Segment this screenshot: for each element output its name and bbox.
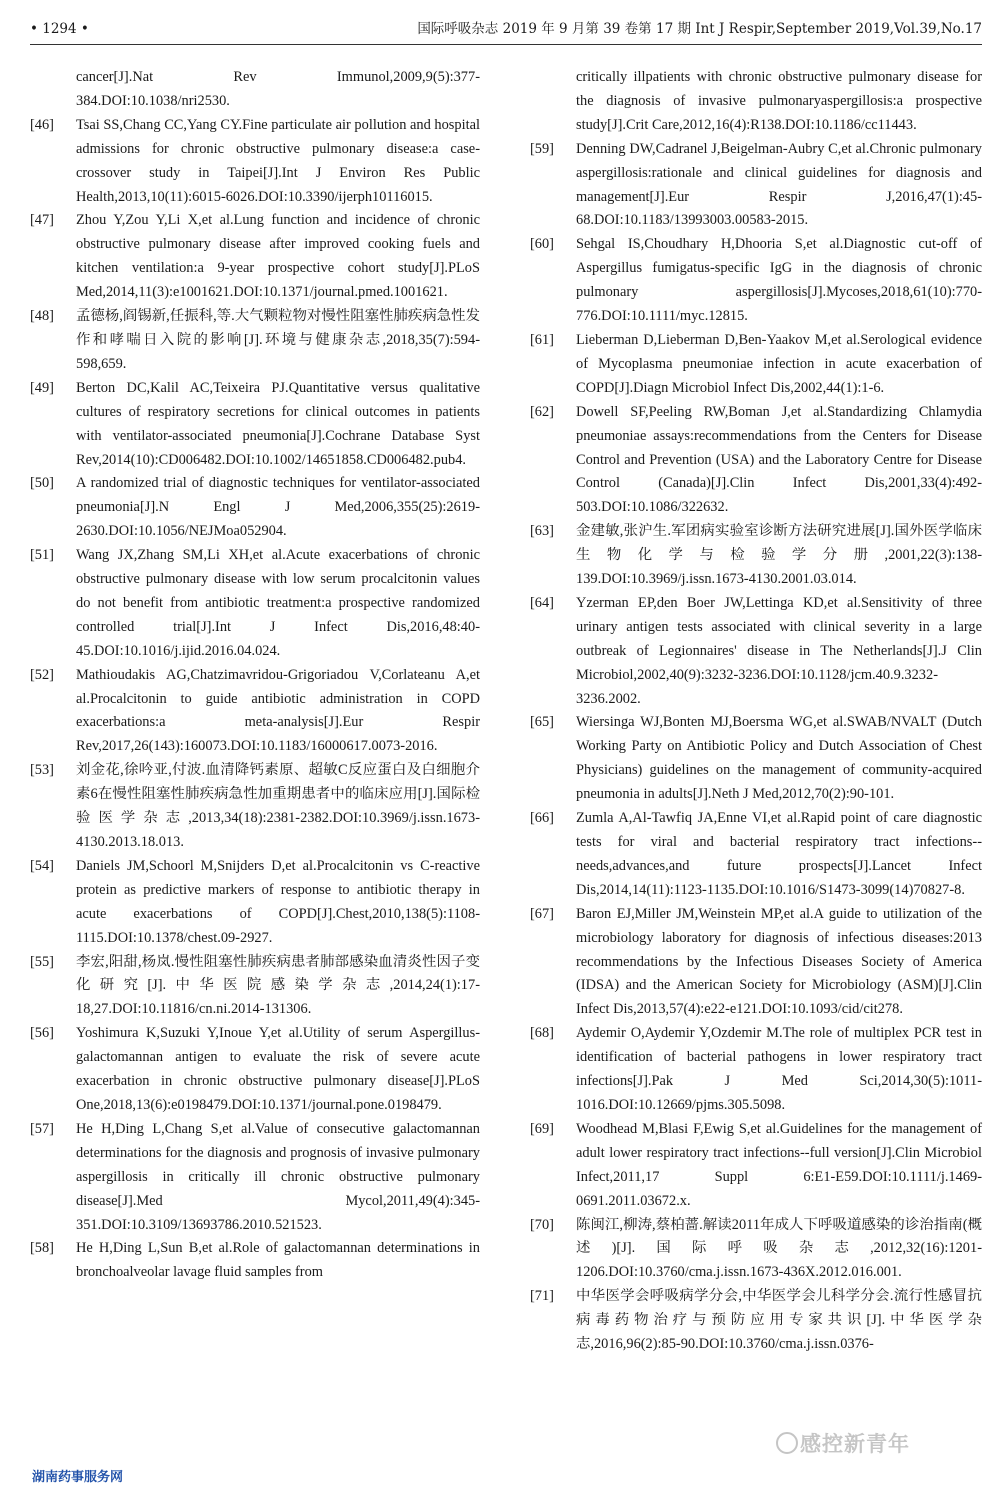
- reference-item: [530, 520, 982, 592]
- reference-number: [59]: [530, 140, 554, 157]
- reference-text: Wiersinga WJ,Bonten MJ,Boersma WG,et al.SWAB/NVALT (Dutch Working Party on Antibiotic Policy and Dutch Association of Chest Physicians) guidelines on the management of community-acquired pneumonia in adults[J].Neth J Med,2012,70(2):90-101.: [576, 714, 982, 803]
- reference-number: [49]: [30, 379, 54, 396]
- journal-header: 国际呼吸杂志 2019 年 9 月第 39 卷第 17 期 Int J Respir,September 2019,Vol.39,No.17: [417, 21, 982, 37]
- watermark: 感控新青年: [800, 1432, 910, 1456]
- page-number: • 1294 •: [30, 21, 89, 37]
- reference-text: 李宏,阳甜,杨岚.慢性阻塞性肺疾病患者肺部感染血清炎性因子变化研究[J].中华医院感染学杂志,2014,24(1):17-18,27.DOI:10.11816/cn.ni.2014-131306.: [76, 953, 480, 1018]
- reference-number: [48]: [30, 308, 54, 325]
- reference-text: Sehgal IS,Choudhary H,Dhooria S,et al.Diagnostic cut-off of Aspergillus fumigatus-specific IgG in the diagnosis of chronic pulmonary aspergillosis[J].Mycoses,2018,61(10):770-776.DOI:10.1111/myc.12815.: [576, 236, 982, 325]
- reference-number: [50]: [30, 475, 54, 492]
- reference-text: Daniels JM,Schoorl M,Snijders D,et al.Procalcitonin vs C-reactive protein as predictive markers of response to antibiotic therapy in acute exacerbations of COPD[J].Chest,2010,138(5):1108-1115.DOI:10.1378/chest.09-2927.: [76, 857, 480, 946]
- reference-item: [530, 66, 982, 138]
- reference-text: Lieberman D,Lieberman D,Ben-Yaakov M,et al.Serological evidence of Mycoplasma pneumoniae infection in acute exacerbation of COPD[J].Diagn Microbiol Infect Dis,2002,44(1):1-6.: [576, 331, 982, 396]
- reference-text: Dowell SF,Peeling RW,Boman J,et al.Standardizing Chlamydia pneumoniae assays:recommendations from the Centers for Disease Control and Prevention (USA) and the Laboratory Centre for Disease Control (Canada)[J].Clin Infect Dis,2001,33(4):492-503.DOI:10.1086/322632.: [576, 403, 982, 516]
- reference-number: [54]: [30, 857, 54, 874]
- reference-text: 中华医学会呼吸病学分会,中华医学会儿科学分会.流行性感冒抗病毒药物治疗与预防应用专家共识[J].中华医学杂志,2016,96(2):85-90.DOI:10.3760/cma.j.issn.0376-: [576, 1288, 982, 1353]
- reference-text: A randomized trial of diagnostic techniques for ventilator-associated pneumonia[J].N Engl J Med,2006,355(25):2619-2630.DOI:10.1056/NEJMoa052904.: [76, 475, 480, 540]
- reference-text: Baron EJ,Miller JM,Weinstein MP,et al.A guide to utilization of the microbiology laboratory for diagnosis of infectious diseases:2013 recommendations by the Infectious Diseases Society of America (IDSA) and the American Society for Microbiology (ASM)[J].Clin Infect Dis,2013,57(4):e22-e121.DOI:10.1093/cid/cit278.: [576, 905, 982, 1018]
- reference-number: [63]: [530, 523, 554, 540]
- reference-number: [52]: [30, 666, 54, 683]
- reference-number: [62]: [530, 403, 554, 420]
- reference-column-right: [530, 66, 982, 1357]
- reference-text: Woodhead M,Blasi F,Ewig S,et al.Guidelines for the management of adult lower respiratory tract infections--full version[J].Clin Microbiol Infect,2011,17 Suppl 6:E1-E59.DOI:10.1111/j.1469-0691.2011.03672.x.: [576, 1120, 982, 1209]
- reference-number: [70]: [530, 1216, 554, 1233]
- running-header: [30, 20, 982, 42]
- reference-item: [30, 472, 480, 544]
- reference-text: Yzerman EP,den Boer JW,Lettinga KD,et al.Sensitivity of three urinary antigen tests associated with clinical severity in a large outbreak of Legionnaires' disease in The Netherlands[J].J Clin Microbiol,2002,40(9):3232-3236.DOI:10.1128/jcm.40.9.3232-3236.2002.: [576, 594, 982, 707]
- reference-item: [30, 951, 480, 1023]
- reference-number: [55]: [30, 953, 54, 970]
- reference-number: [71]: [530, 1288, 554, 1305]
- reference-item: [30, 114, 480, 210]
- reference-item: [30, 1118, 480, 1238]
- reference-text: He H,Ding L,Chang S,et al.Value of consecutive galactomannan determinations for the diagnosis and prognosis of invasive pulmonary aspergillosis in critically ill chronic obstructive pulmonary disease[J].Med Mycol,2011,49(4):345-351.DOI:10.3109/13693786.2010.521523.: [76, 1120, 480, 1233]
- reference-item: [30, 544, 480, 664]
- reference-text: cancer[J].Nat Rev Immunol,2009,9(5):377-384.DOI:10.1038/nri2530.: [76, 69, 480, 109]
- reference-text: Mathioudakis AG,Chatzimavridou-Grigoriadou V,Corlateanu A,et al.Procalcitonin to guide antibiotic administration in COPD exacerbations:a meta-analysis[J].Eur Respir Rev,2017,26(143):160073.DOI:10.1183/16000617.0073-2016.: [76, 666, 480, 755]
- reference-item: [530, 807, 982, 903]
- reference-item: [30, 1237, 480, 1285]
- reference-item: [530, 1118, 982, 1214]
- reference-item: [30, 209, 480, 305]
- reference-item: [530, 711, 982, 807]
- reference-item: [30, 664, 480, 760]
- reference-number: [64]: [530, 594, 554, 611]
- reference-text: 陈闽江,柳涛,蔡柏蔷.解读2011年成人下呼吸道感染的诊治指南(概述)[J].国际呼吸杂志,2012,32(16):1201-1206.DOI:10.3760/cma.j.issn.1673-436X.2012.016.001.: [576, 1216, 982, 1281]
- reference-item: [530, 138, 982, 234]
- reference-text: Zumla A,Al-Tawfiq JA,Enne VI,et al.Rapid point of care diagnostic tests for viral and bacterial respiratory tract infections--needs,advances,and future prospects[J].Lancet Infect Dis,2014,14(11):1123-1135.DOI:10.1016/S1473-3099(14)70827-8.: [576, 810, 982, 898]
- reference-text: Aydemir O,Aydemir Y,Ozdemir M.The role of multiplex PCR test in identification of bacterial pathogens in lower respiratory tract infections[J].Pak J Med Sci,2014,30(5):1011-1016.DOI:10.12669/pjms.305.5098.: [576, 1025, 982, 1113]
- reference-number: [51]: [30, 547, 54, 564]
- reference-text: 金建敏,张沪生.军团病实验室诊断方法研究进展[J].国外医学临床生物化学与检验学分册,2001,22(3):138-139.DOI:10.3969/j.issn.1673-4130.2001.03.014.: [576, 523, 982, 588]
- reference-item: [30, 759, 480, 855]
- reference-number: [53]: [30, 762, 54, 779]
- reference-number: [68]: [530, 1025, 554, 1042]
- reference-item: [30, 66, 480, 114]
- reference-item: [530, 903, 982, 1023]
- reference-text: critically illpatients with chronic obstructive pulmonary disease for the diagnosis of invasive pulmonaryaspergillosis:a prospective study[J].Crit Care,2012,16(4):R138.DOI:10.1186/cc11443.: [576, 69, 982, 133]
- reference-item: [30, 377, 480, 473]
- reference-text: Zhou Y,Zou Y,Li X,et al.Lung function and incidence of chronic obstructive pulmonary disease after improved cooking fuels and kitchen ventilation:a 9-year prospective cohort study[J].PLoS Med,2014,11(3):e1001621.DOI:10.1371/journal.pmed.1001621.: [76, 212, 480, 301]
- reference-number: [60]: [530, 236, 554, 253]
- reference-item: [30, 305, 480, 377]
- reference-number: [61]: [530, 331, 554, 348]
- reference-number: [57]: [30, 1120, 54, 1137]
- reference-item: [530, 1022, 982, 1118]
- reference-text: 刘金花,徐吟亚,付波.血清降钙素原、超敏C反应蛋白及白细胞介素6在慢性阻塞性肺疾病急性加重期患者中的临床应用[J].国际检验医学杂志,2013,34(18):2381-2382.DOI:10.3969/j.issn.1673-4130.2013.18.013.: [76, 762, 480, 850]
- reference-number: [69]: [530, 1120, 554, 1137]
- reference-text: Yoshimura K,Suzuki Y,Inoue Y,et al.Utility of serum Aspergillus-galactomannan antigen to evaluate the risk of severe acute exacerbation in chronic obstructive pulmonary disease[J].PLoS One,2018,13(6):e0198479.DOI:10.1371/journal.pone.0198479.: [76, 1025, 480, 1113]
- reference-number: [56]: [30, 1025, 54, 1042]
- reference-number: [66]: [530, 810, 554, 827]
- reference-number: [65]: [530, 714, 554, 731]
- reference-number: [58]: [30, 1240, 54, 1257]
- reference-number: [67]: [530, 905, 554, 922]
- reference-text: He H,Ding L,Sun B,et al.Role of galactomannan determinations in bronchoalveolar lavage fluid samples from: [76, 1240, 480, 1281]
- reference-text: 孟德杨,阎锡新,任振科,等.大气颗粒物对慢性阻塞性肺疾病急性发作和哮喘日入院的影响[J].环境与健康杂志,2018,35(7):594-598,659.: [76, 308, 480, 372]
- watermark-logo-icon: [776, 1432, 798, 1454]
- header-rule: [30, 44, 982, 45]
- footer-logo: 湖南药事服务网: [32, 1470, 124, 1485]
- reference-text: Tsai SS,Chang CC,Yang CY.Fine particulate air pollution and hospital admissions for chronic obstructive pulmonary disease:a case-crossover study in Taipei[J].Int J Environ Res Public Health,2013,10(11):6015-6026.DOI:10.3390/ijerph10116015.: [76, 116, 480, 205]
- reference-text: Denning DW,Cadranel J,Beigelman-Aubry C,et al.Chronic pulmonary aspergillosis:rationale and clinical guidelines for diagnosis and management[J].Eur Respir J,2016,47(1):45-68.DOI:10.1183/13993003.00583-2015.: [576, 140, 982, 229]
- reference-item: [30, 1022, 480, 1118]
- reference-text: Wang JX,Zhang SM,Li XH,et al.Acute exacerbations of chronic obstructive pulmonary disease with low serum procalcitonin values do not benefit from antibiotic treatment:a prospective randomized controlled trial[J].Int J Infect Dis,2016,48:40-45.DOI:10.1016/j.ijid.2016.04.024.: [76, 547, 480, 659]
- reference-item: [530, 592, 982, 712]
- reference-item: [530, 401, 982, 521]
- reference-item: [30, 855, 480, 951]
- reference-column-left: [30, 66, 480, 1285]
- reference-item: [530, 1214, 982, 1286]
- reference-item: [530, 1285, 982, 1357]
- reference-item: [530, 329, 982, 401]
- reference-text: Berton DC,Kalil AC,Teixeira PJ.Quantitative versus qualitative cultures of respiratory secretions for clinical outcomes in patients with ventilator-associated pneumonia[J].Cochrane Database Syst Rev,2014(10):CD006482.DOI:10.1002/14651858.CD006482.pub4.: [76, 379, 480, 468]
- reference-number: [47]: [30, 212, 54, 229]
- reference-item: [530, 233, 982, 329]
- reference-number: [46]: [30, 116, 54, 133]
